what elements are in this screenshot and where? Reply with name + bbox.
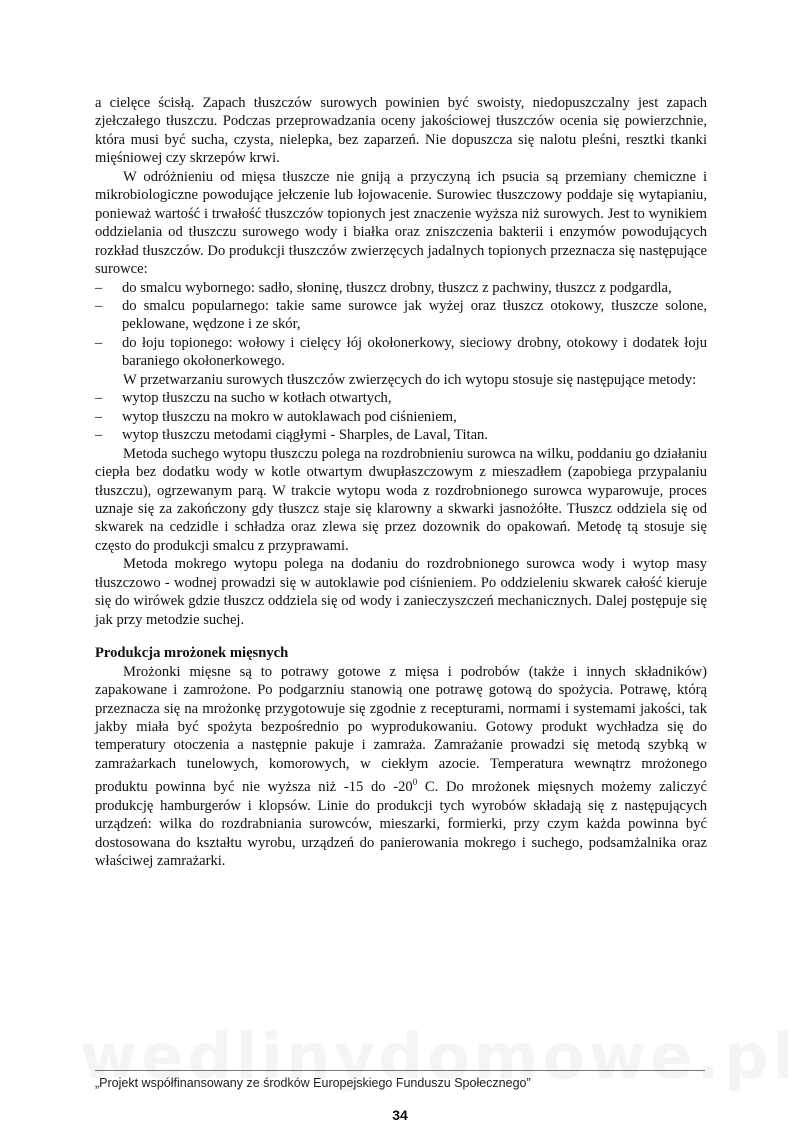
- paragraph-5: Metoda mokrego wytopu polega na dodaniu do rozdrobnionego surowca wody i wytop masy tłuszczowo - wodnej prowadzi się w autoklawie pod ciśnieniem. Po oddzieleniu skwarek całość kieruje się do wirówek gdzie tłuszcz oddziela się od wody i zanieczyszczeń mechanicznych. Dalej postępuje się jak przy metodzie suchej.: [95, 556, 707, 628]
- list-item: [95, 426, 707, 444]
- list-item-text: wytop tłuszczu na mokro w autoklawach pod ciśnieniem,: [122, 408, 457, 425]
- dash-bullet: –: [95, 334, 103, 351]
- paragraph-2: W odróżnieniu od mięsa tłuszcze nie gniją a przyczyną ich psucia są przemiany chemiczne i mikrobiologiczne powodujące jełczenie lub łojowacenie. Surowiec tłuszczowy poddaje się wytapianiu, ponieważ wartość i trwałość tłuszczów topionych jest znaczenie wyższa niż surowych. Jest to wynikiem oddzielania od tłuszczu surowego wody i białka oraz zniszczenia bakterii i enzymów powodujących rozkład tłuszczów. Do produkcji tłuszczów zwierzęcych jadalnych topionych przeznacza się następujące surowce:: [95, 168, 707, 278]
- paragraph-4: Metoda suchego wytopu tłuszczu polega na rozdrobnieniu surowca na wilku, poddaniu go działaniu ciepła bez dodatku wody w kotle otwartym dwupłaszczowym z mieszadłem (zapobiega przypalaniu tłuszczu), ogrzewanym parą. W trakcie wytopu woda z rozdrobnionego surowca wyparowuje, proces uznaje się za zakończony gdy tłuszcz staje się klarowny a skwarki jasnożółte. Tłuszcz oddziela się od skwarek na cedzidle i schładza oraz zlewa się przez dozownik do opakowań. Metodę tą stosuje się często do produkcji smalcu z przyprawami.: [95, 445, 707, 554]
- list-item: [95, 334, 707, 371]
- paragraph-6: [95, 663, 707, 871]
- document-page: [95, 94, 707, 870]
- list-item-text: wytop tłuszczu metodami ciągłymi - Sharples, de Laval, Titan.: [122, 427, 488, 444]
- list-item: [95, 389, 707, 407]
- dash-bullet: –: [95, 279, 103, 296]
- paragraph-1: a cielęce ścisłą. Zapach tłuszczów surowych powinien być swoisty, niedopuszczalny jest zapach zjełczałego tłuszczu. Podczas przeprowadzania oceny jakościowej tłuszczów ocenia się powierzchnie, która musi być sucha, czysta, nielepka, bez zaparzeń. Nie dopuszcza się nalotu pleśni, resztki tkanki mięśniowej czy skrzepów krwi.: [95, 95, 707, 167]
- list-item: [95, 408, 707, 426]
- dash-bullet: –: [95, 297, 103, 314]
- list-raw-materials: [95, 279, 707, 371]
- paragraph-6-part-a: Mrożonki mięsne są to potrawy gotowe z mięsa i podrobów (także i innych składników) zapakowane i zamrożone. Po podgarzniu stanowią one potrawę gotową do spożycia. Potrawę, którą przeznacza się na mrożonkę przygotowuje się zgodnie z recepturami, normami i systemami jakości, tak jakby miała być spożyta bezpośrednio po wyprodukowaniu. Gotowy produkt wychładza się do temperatury otoczenia a następnie pakuje i zamraża. Zamrażanie prowadzi się metodą szybką w zamrażarkach tunelowych, komorowych, w ciekłym azocie. Temperatura wewnątrz mrożonego produktu powinna być nie wyższa niż -15 do -20: [95, 663, 707, 796]
- section-heading: Produkcja mrożonek mięsnych: [95, 645, 289, 662]
- page-number: 34: [392, 1107, 408, 1123]
- footer-divider: [95, 1070, 705, 1071]
- list-item: [95, 279, 707, 297]
- footer-funding-note: „Projekt współfinansowany ze środków Europejskiego Funduszu Społecznego”: [95, 1076, 531, 1090]
- paragraph-3: W przetwarzaniu surowych tłuszczów zwierzęcych do ich wytopu stosuje się następujące metody:: [123, 371, 697, 388]
- list-item-text: wytop tłuszczu na sucho w kotłach otwartych,: [122, 390, 392, 407]
- list-item-text: do smalcu wybornego: sadło, słoninę, tłuszcz drobny, tłuszcz z pachwiny, tłuszcz z podgardla,: [122, 279, 672, 296]
- list-methods: [95, 389, 707, 444]
- list-item-text: do łoju topionego: wołowy i cielęcy łój okołonerkowy, sieciowy drobny, otokowy i dodatek łoju baraniego okołonerkowego.: [122, 334, 707, 370]
- degree-superscript: 0: [412, 777, 418, 788]
- dash-bullet: –: [95, 408, 103, 425]
- list-item-text: do smalcu popularnego: takie same surowce jak wyżej oraz tłuszcz otokowy, tłuszcze solone, peklowane, wędzone i ze skór,: [122, 297, 707, 333]
- dash-bullet: –: [95, 427, 103, 444]
- paragraph-6-part-b: C. Do mrożonek mięsnych możemy zaliczyć produkcję hamburgerów i klopsów. Linie do produkcji tych wyrobów składają się z następujących urządzeń: wilka do rozdrabniania surowców, mieszarki, formierki, przy czym każda powinna być dostosowana do kształtu wyrobu, urządzeń do panierowania mokrego i suchego, podsamżalnika oraz właściwej zamrażarki.: [95, 779, 707, 869]
- list-item: [95, 297, 707, 334]
- dash-bullet: –: [95, 390, 103, 407]
